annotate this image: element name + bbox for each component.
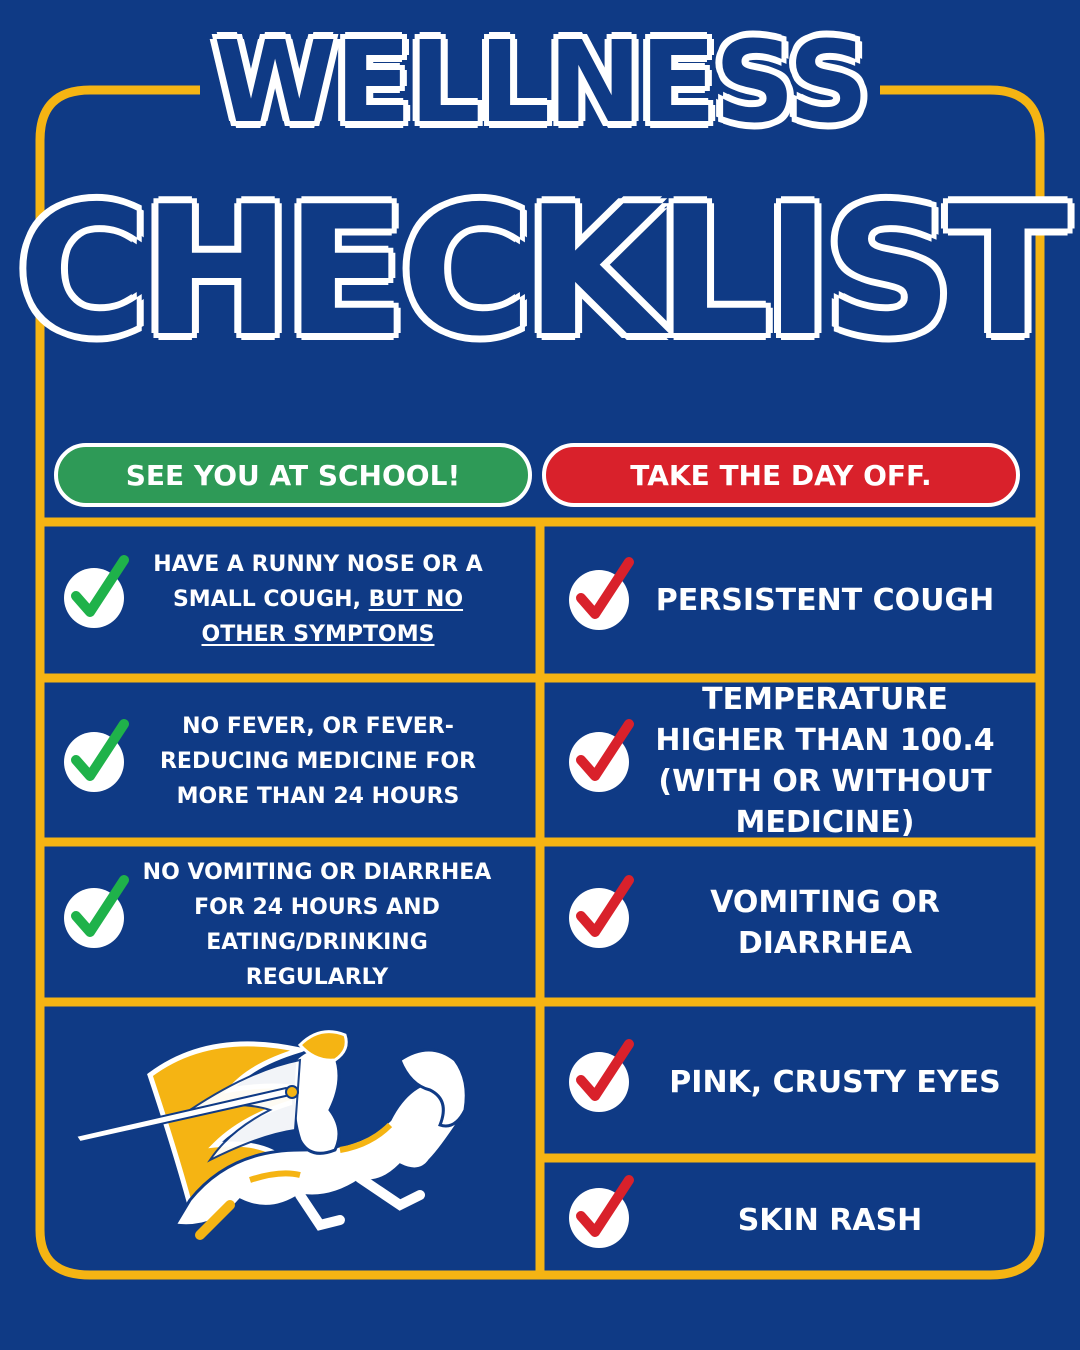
go-item-text: NO VOMITING OR DIARRHEA FOR 24 HOURS AND EATING/DRINKING REGULARLY (142, 859, 492, 990)
stay-home-header: TAKE THE DAY OFF. (542, 443, 1020, 507)
go-item (132, 852, 502, 997)
red-check-icon (569, 724, 629, 792)
red-check-icon (569, 880, 629, 948)
green-check-icon (64, 880, 124, 948)
green-check-icon (64, 724, 124, 792)
go-item-emphasis: BUT NO OTHER SYMPTOMS (201, 586, 464, 647)
stay-item-text: PINK, CRUSTY EYES (669, 1064, 1001, 1100)
stay-item (640, 570, 1010, 630)
stay-item (640, 1190, 1020, 1250)
go-item (138, 545, 498, 653)
go-item (138, 705, 498, 817)
stay-item-text: TEMPERATURE HIGHER THAN 100.4 (WITH OR WITHOUT MEDICINE) (655, 682, 995, 840)
green-check-icon (64, 560, 124, 628)
stay-item-text: VOMITING OR DIARRHEA (710, 885, 940, 961)
stay-item (650, 1052, 1020, 1112)
stay-item-text: SKIN RASH (737, 1202, 923, 1238)
stay-item (640, 682, 1010, 840)
stay-item (640, 868, 1010, 978)
stay-item-text: PERSISTENT COUGH (655, 582, 995, 618)
go-item-text: NO FEVER, OR FEVER-REDUCING MEDICINE FOR MORE THAN 24 HOURS (159, 713, 477, 809)
go-to-school-header: SEE YOU AT SCHOOL! (54, 443, 532, 507)
go-item-text: HAVE A RUNNY NOSE OR A SMALL COUGH, BUT NO OTHER SYMPTOMS (153, 551, 483, 647)
red-check-icon (569, 1044, 629, 1112)
knight-on-horse-logo (76, 1032, 466, 1235)
title-line-1: WELLNESS (213, 18, 867, 148)
red-check-icon (569, 1180, 629, 1248)
red-check-icon (569, 562, 629, 630)
title-line-2: CHECKLIST (17, 168, 1063, 375)
